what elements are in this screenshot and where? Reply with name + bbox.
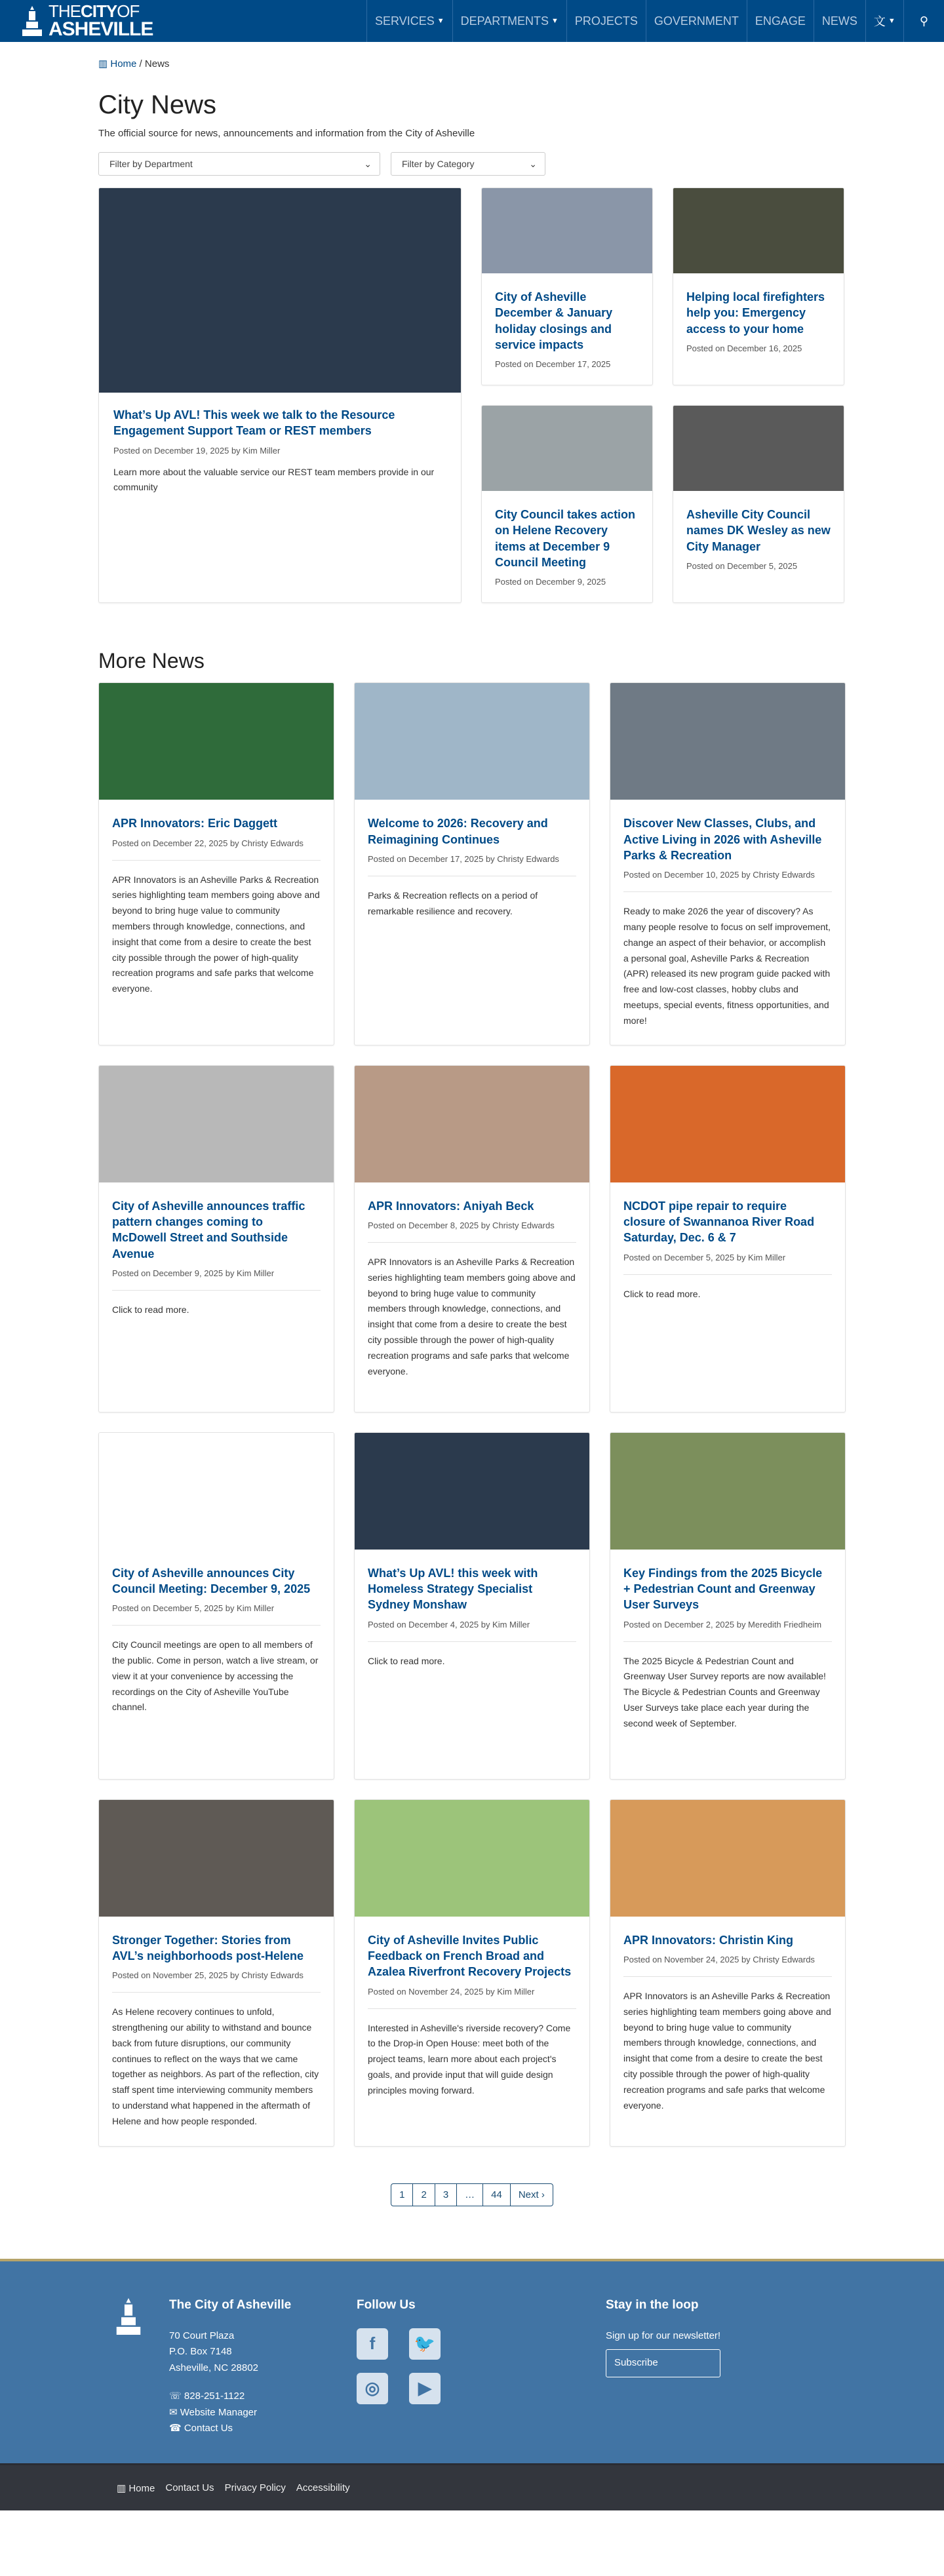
divider	[623, 1641, 832, 1642]
news-image	[673, 406, 844, 491]
news-meta: Posted on December 19, 2025 by Kim Miller	[113, 445, 281, 456]
news-title: City Council takes action on Helene Recovery items at December 9 Council Meeting	[495, 508, 636, 570]
news-meta: Posted on November 24, 2025 by Kim Miller	[368, 1986, 535, 1997]
bottom-bar	[0, 2463, 944, 2510]
page-ellipsis: …	[456, 2184, 482, 2206]
news-title: Asheville City Council names DK Wesley as new City Manager	[686, 508, 831, 553]
news-meta: Posted on December 2, 2025 by Meredith Friedheim	[623, 1619, 822, 1630]
next-page-button[interactable]: Next ›	[510, 2184, 553, 2206]
news-meta: Posted on December 9, 2025	[495, 577, 606, 587]
news-excerpt: Ready to make 2026 the year of discovery? As many people resolve to focus on self improvement, change an aspect of their behavior, or accomplish a personal goal, Asheville Parks & Recreation (APR) released its new program guide packed with free and low-cost classes, hobby clubs and meetups, special events, fitness opportunities, and more!	[623, 906, 831, 1026]
news-image	[99, 683, 334, 800]
link-label: Home	[128, 2482, 155, 2494]
divider	[112, 1992, 321, 1993]
breadcrumb-current: News	[144, 58, 170, 69]
building-icon: ▥	[98, 58, 108, 69]
news-image	[99, 1433, 334, 1550]
logo-asheville: ASHEVILLE	[49, 18, 153, 40]
bottom-contact-link[interactable]: Contact Us	[165, 2482, 214, 2493]
bottom-home-link[interactable]	[117, 2482, 155, 2494]
address-line: 70 Court Plaza	[169, 2330, 235, 2341]
news-card[interactable]	[610, 682, 846, 1045]
menu-label: ENGAGE	[755, 14, 806, 28]
address-line: Asheville, NC 28802	[169, 2362, 258, 2374]
site-logo[interactable]	[21, 3, 153, 39]
main-content	[98, 58, 846, 2206]
featured-card[interactable]	[673, 405, 844, 603]
divider	[368, 1641, 576, 1642]
filter-category-select[interactable]	[391, 152, 545, 176]
news-meta: Posted on November 24, 2025 by Christy Edwards	[623, 1954, 815, 1964]
menu-news[interactable]	[814, 0, 865, 42]
caret-down-icon: ▼	[551, 17, 559, 25]
news-title: Stronger Together: Stories from AVL’s neighborhoods post-Helene	[112, 1933, 304, 1962]
news-card[interactable]	[98, 1065, 334, 1413]
instagram-icon[interactable]: ◎	[357, 2373, 388, 2404]
menu-label: GOVERNMENT	[654, 14, 739, 28]
news-card[interactable]	[354, 1799, 590, 2147]
breadcrumb-separator: /	[139, 58, 142, 69]
footer	[0, 2259, 944, 2464]
news-card[interactable]	[354, 1432, 590, 1780]
divider	[368, 2008, 576, 2009]
news-excerpt: Parks & Recreation reflects on a period of remarkable resilience and recovery.	[368, 889, 538, 916]
website-manager-link[interactable]: ✉ Website Manager	[169, 2406, 258, 2418]
news-card[interactable]	[354, 1065, 590, 1413]
news-card[interactable]	[98, 1432, 334, 1780]
news-meta: Posted on November 25, 2025 by Christy Edwards	[112, 1970, 304, 1981]
news-excerpt: APR Innovators is an Asheville Parks & Recreation series highlighting team members going above and beyond to bring huge value to community members through knowledge, connections, and insight that come from a desire to create the best city possible through the power of high-quality recreation programs and safe parks that welcome everyone.	[112, 874, 320, 994]
news-title: Welcome to 2026: Recovery and Reimagining Continues	[368, 817, 548, 846]
news-excerpt: Click to read more.	[368, 1655, 445, 1666]
footer-social	[357, 2298, 606, 2438]
page-1[interactable]: 1	[399, 2189, 405, 2200]
news-meta: Posted on December 10, 2025 by Christy Edwards	[623, 870, 815, 880]
divider	[623, 891, 832, 892]
page-3[interactable]: 3	[435, 2184, 456, 2206]
news-excerpt: APR Innovators is an Asheville Parks & Recreation series highlighting team members going above and beyond to bring huge value to community members through knowledge, connections, and insight that come from a desire to create the best city possible through the power of high-quality recreation programs and safe parks that welcome everyone.	[368, 1256, 576, 1376]
select-value: Filter by Department	[109, 159, 193, 169]
news-title: City of Asheville Invites Public Feedback on French Broad and Azalea Riverfront Recovery Projects	[368, 1933, 572, 1979]
news-image	[355, 1433, 589, 1550]
breadcrumb	[98, 58, 846, 69]
menu-engage[interactable]	[747, 0, 814, 42]
news-image	[99, 188, 461, 393]
news-title: Key Findings from the 2025 Bicycle + Pedestrian Count and Greenway User Surveys	[623, 1566, 823, 1612]
news-card[interactable]	[610, 1799, 846, 2147]
news-excerpt: Click to read more.	[112, 1304, 189, 1315]
news-title: APR Innovators: Christin King	[623, 1933, 794, 1947]
news-image	[99, 1800, 334, 1917]
search-icon: ⚲	[919, 14, 928, 28]
chevron-down-icon: ⌄	[529, 158, 537, 169]
building-icon: ▥	[117, 2482, 129, 2494]
news-card[interactable]	[98, 1799, 334, 2147]
menu-services[interactable]	[366, 0, 452, 42]
news-image	[99, 1066, 334, 1182]
translate-button[interactable]	[865, 0, 903, 42]
divider	[368, 1242, 576, 1243]
bottom-accessibility-link[interactable]: Accessibility	[296, 2482, 350, 2493]
footer-contact	[169, 2298, 357, 2438]
news-title: Helping local firefighters help you: Emergency access to your home	[686, 290, 825, 336]
news-meta: Posted on December 8, 2025 by Christy Edwards	[368, 1220, 555, 1230]
featured-card[interactable]	[481, 405, 653, 603]
menu-label: SERVICES	[375, 14, 435, 28]
divider	[623, 1274, 832, 1275]
pagination	[98, 2183, 846, 2206]
menu-label: PROJECTS	[574, 14, 638, 28]
news-title: What’s Up AVL! this week with Homeless Strategy Specialist Sydney Monshaw	[368, 1566, 538, 1612]
menu-government[interactable]	[646, 0, 747, 42]
top-navigation	[0, 0, 944, 42]
divider	[112, 1290, 321, 1291]
news-title: Discover New Classes, Clubs, and Active Living in 2026 with Asheville Parks & Recreation	[623, 817, 822, 862]
menu-label: NEWS	[821, 14, 857, 28]
news-card[interactable]	[610, 1432, 846, 1780]
caret-down-icon: ▼	[888, 17, 895, 25]
news-meta: Posted on December 22, 2025 by Christy Edwards	[112, 838, 304, 848]
news-title: City of Asheville December & January holiday closings and service impacts	[495, 290, 613, 351]
search-button[interactable]	[903, 0, 944, 42]
news-image	[610, 1066, 845, 1182]
newsletter-heading: Stay in the loop	[606, 2297, 699, 2312]
youtube-icon[interactable]: ▶	[409, 2373, 441, 2404]
news-excerpt: Learn more about the valuable service our REST team members provide in our community	[113, 466, 435, 493]
news-meta: Posted on December 5, 2025 by Kim Miller	[623, 1252, 786, 1262]
page-title: City News	[98, 90, 217, 119]
news-image	[610, 1800, 845, 1917]
menu-projects[interactable]	[566, 0, 646, 42]
featured-card[interactable]	[673, 187, 844, 385]
caret-down-icon: ▼	[437, 17, 444, 25]
contact-us-link[interactable]: ☎ Contact Us	[169, 2423, 233, 2434]
select-value: Filter by Category	[402, 159, 475, 169]
phone-link[interactable]: ☏ 828-251-1122	[169, 2390, 245, 2402]
main-menu	[366, 0, 944, 42]
news-title: APR Innovators: Aniyah Beck	[368, 1199, 534, 1213]
news-title: City of Asheville announces City Council Meeting: December 9, 2025	[112, 1566, 311, 1595]
logo-of: OF	[117, 1, 140, 21]
follow-heading: Follow Us	[357, 2297, 416, 2312]
news-excerpt: City Council meetings are open to all members of the public. Come in person, watch a live stream, or view it at your convenience by accessing the recordings on the City of Asheville YouTube channel.	[112, 1639, 319, 1713]
news-image	[482, 188, 652, 273]
page-44[interactable]: 44	[482, 2184, 510, 2206]
news-card[interactable]	[354, 682, 590, 1045]
divider	[112, 1625, 321, 1626]
news-title: City of Asheville announces traffic pattern changes coming to McDowell Street and Southside Avenue	[112, 1199, 305, 1260]
footer-org-name: The City of Asheville	[169, 2297, 292, 2312]
logo-city: CITY	[81, 1, 117, 21]
news-image	[355, 1066, 589, 1182]
featured-news	[98, 187, 846, 603]
filters	[98, 152, 846, 176]
news-meta: Posted on December 9, 2025 by Kim Miller	[112, 1268, 275, 1278]
news-title: What’s Up AVL! This week we talk to the Resource Engagement Support Team or REST members	[113, 408, 395, 438]
filter-department-select[interactable]	[98, 152, 380, 176]
news-excerpt: As Helene recovery continues to unfold, strengthening our ability to withstand and bounce back from future disruptions, our community continues to reflect on the ways that we came together as neighbors. As part of the reflection, city staff spent time interviewing community members to understand what happened in the aftermath of Helene and how people responded.	[112, 2006, 319, 2126]
chevron-down-icon: ⌄	[364, 158, 372, 169]
news-meta: Posted on December 17, 2025	[495, 359, 611, 370]
divider	[112, 860, 321, 861]
newsletter-text: Sign up for our newsletter!	[606, 2330, 721, 2341]
subscribe-button[interactable]: Subscribe	[606, 2349, 720, 2377]
news-card[interactable]	[610, 1065, 846, 1413]
logo-the: THE	[49, 1, 81, 21]
news-excerpt: APR Innovators is an Asheville Parks & Recreation series highlighting team members going above and beyond to bring huge value to community members through knowledge, connections, and insight that come from a desire to create the best city possible through the power of high-quality recreation programs and safe parks that welcome everyone.	[623, 1990, 831, 2111]
page-subtitle: The official source for news, announcements and information from the City of Asheville	[98, 128, 475, 139]
featured-card-main[interactable]	[98, 187, 462, 603]
news-meta: Posted on December 5, 2025	[686, 561, 798, 572]
address-line: P.O. Box 7148	[169, 2346, 232, 2358]
footer-logo	[98, 2298, 169, 2438]
news-excerpt: Interested in Asheville's riverside recovery? Come to the Drop-in Open House: meet both of the project teams, learn more about each project's goals, and provide input that will guide design principles moving forward.	[368, 2022, 571, 2096]
news-excerpt: Click to read more.	[623, 1288, 701, 1299]
news-image	[673, 188, 844, 273]
news-image	[482, 406, 652, 491]
news-image	[610, 1433, 845, 1550]
news-title: APR Innovators: Eric Daggett	[112, 817, 278, 830]
news-meta: Posted on December 16, 2025	[686, 343, 802, 353]
news-meta: Posted on December 5, 2025 by Kim Miller	[112, 1603, 275, 1614]
menu-label: DEPARTMENTS	[460, 14, 549, 28]
news-meta: Posted on December 17, 2025 by Christy Edwards	[368, 853, 559, 864]
news-image	[355, 1800, 589, 1917]
bottom-privacy-link[interactable]: Privacy Policy	[224, 2482, 286, 2493]
news-card[interactable]	[98, 682, 334, 1045]
news-excerpt: The 2025 Bicycle & Pedestrian Count and Greenway User Survey reports are now available! The Bicycle & Pedestrian Counts and Greenway User Surveys take place each year during the second week of September.	[623, 1655, 826, 1728]
page-2[interactable]: 2	[412, 2184, 434, 2206]
divider	[623, 1976, 832, 1977]
breadcrumb-home[interactable]: Home	[110, 58, 137, 69]
more-news-heading: More News	[98, 649, 205, 673]
menu-departments[interactable]	[452, 0, 566, 42]
news-meta: Posted on December 4, 2025 by Kim Miller	[368, 1619, 530, 1630]
city-hall-icon	[21, 6, 43, 36]
footer-newsletter	[606, 2298, 720, 2438]
more-news-grid	[98, 682, 846, 2146]
news-image	[355, 683, 589, 800]
featured-card[interactable]	[481, 187, 653, 385]
news-title: NCDOT pipe repair to require closure of Swannanoa River Road Saturday, Dec. 6 & 7	[623, 1199, 815, 1245]
twitter-icon[interactable]: 🐦	[409, 2328, 441, 2360]
news-image	[610, 683, 845, 800]
translate-icon: 文	[873, 15, 886, 28]
facebook-icon[interactable]: f	[357, 2328, 388, 2360]
city-hall-icon	[108, 2298, 149, 2335]
